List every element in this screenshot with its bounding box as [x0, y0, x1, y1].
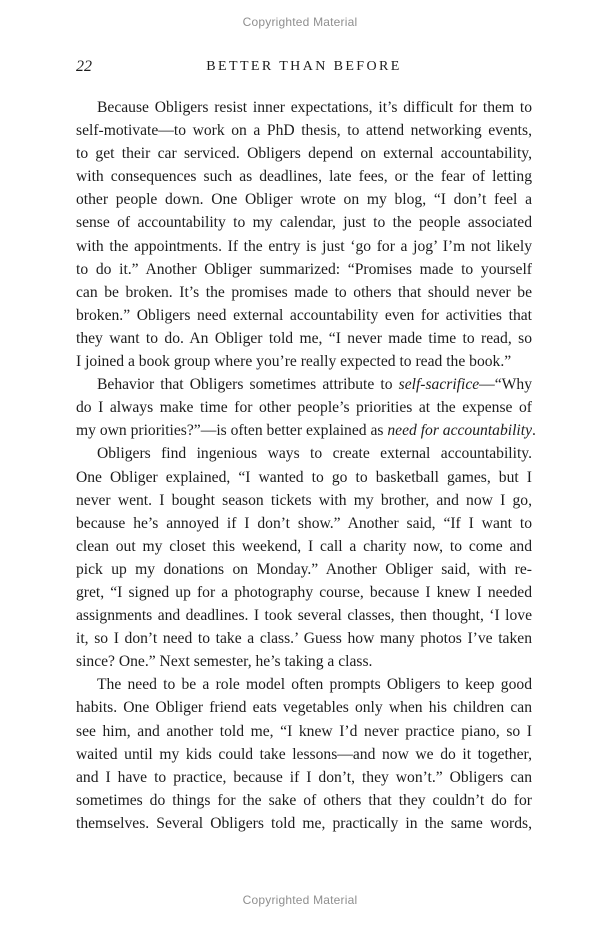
text-line: to get their car serviced. Obligers depend on external accountability, — [76, 145, 532, 163]
text-line: do I always make time for other people’s priorities at the expense of — [76, 399, 532, 417]
text-line — [76, 419, 536, 442]
text-run: Behavior that Obligers sometimes attribute to — [97, 376, 399, 394]
text-line: with consequences such as deadlines, late fees, or the fear of letting — [76, 168, 532, 186]
text-line: to do it.” Another Obliger summarized: “Promises made to yourself — [76, 260, 532, 278]
text-line: they want to do. An Obliger told me, “I never made time to read, so — [76, 329, 532, 347]
text-line: I joined a book group where you’re really expected to read the book.” — [76, 353, 512, 371]
copyright-watermark-bottom: Copyrighted Material — [242, 893, 358, 907]
text-line: self-motivate—to work on a PhD thesis, to attend networking events, — [76, 122, 532, 140]
text-line: can be broken. It’s the promises made to others that should never be — [76, 283, 532, 301]
page-header — [76, 58, 532, 82]
text-line: broken.” Obligers need external accountability even for activities that — [76, 306, 532, 324]
text-line: habits. One Obliger friend eats vegetables only when his children can — [76, 699, 532, 717]
text-line: clean out my closet this weekend, I call a charity now, to come and — [76, 537, 532, 555]
running-head: BETTER THAN BEFORE — [206, 59, 402, 74]
text-line: and I have to practice, because if I don’t, they won’t.” Obligers can — [76, 768, 532, 786]
text-line: sense of accountability to my calendar, just to the people associated — [76, 214, 532, 232]
text-run: my own priorities?”—is often better explained as — [76, 422, 388, 440]
text-run: —“Why — [479, 376, 532, 394]
copyright-watermark-top: Copyrighted Material — [242, 15, 358, 29]
text-line: other people down. One Obliger wrote on my blog, “I don’t feel a — [76, 191, 532, 209]
italic-phrase-need-for-accountability: need for accountability — [387, 422, 532, 440]
page-number: 22 — [76, 58, 92, 75]
italic-phrase-self-sacrifice: self-sacrifice — [398, 376, 480, 394]
text-line: themselves. Several Obligers told me, practically in the same words, — [76, 814, 532, 832]
text-line: because he’s annoyed if I don’t show.” Another said, “If I want to — [76, 514, 532, 532]
text-line: see him, and another told me, “I knew I’d never practice piano, so I — [76, 722, 532, 740]
text-line: with the appointments. If the entry is just ‘go for a jog’ I’m not likely — [76, 237, 532, 255]
text-line: assignments and deadlines. I took several classes, then thought, ‘I love — [76, 607, 532, 625]
text-line: gret, “I signed up for a photography course, because I knew I needed — [76, 583, 532, 601]
text-line: The need to be a role model often prompts Obligers to keep good — [97, 676, 532, 694]
text-line: Because Obligers resist inner expectations, it’s difficult for them to — [97, 99, 532, 116]
text-line: since? One.” Next semester, he’s taking a class. — [76, 653, 373, 671]
body-text — [76, 96, 536, 835]
text-line: sometimes do things for the sake of others that they couldn’t do for — [76, 791, 532, 809]
text-line: waited until my kids could take lessons—and now we do it together, — [76, 745, 532, 763]
text-line: never went. I bought season tickets with my brother, and now I go, — [76, 491, 532, 509]
text-line: it, so I don’t need to take a class.’ Guess how many photos I’ve taken — [76, 630, 532, 648]
text-line: Obligers find ingenious ways to create external accountability. — [97, 445, 532, 463]
text-line — [76, 373, 532, 396]
text-line: One Obliger explained, “I wanted to go to basketball games, but I — [76, 468, 532, 486]
text-line: pick up my donations on Monday.” Another Obliger said, with re- — [76, 560, 532, 578]
text-run: . — [532, 422, 536, 440]
